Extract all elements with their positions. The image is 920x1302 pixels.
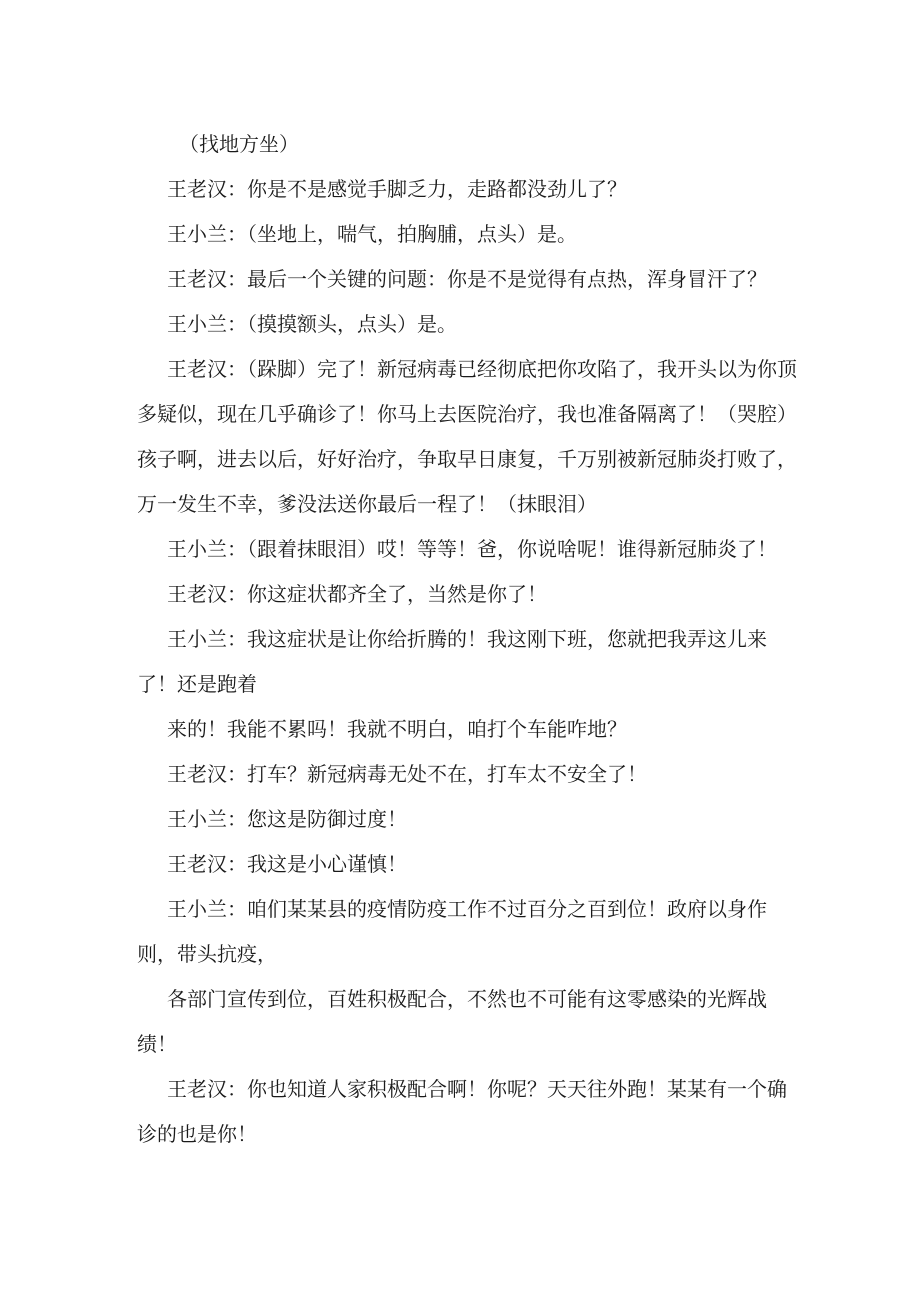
- dialogue-line: 王小兰：我这症状是让你给折腾的！我这刚下班，您就把我弄这儿来了！还是跑着: [137, 627, 767, 696]
- dialogue-line: 王老汉：你这症状都齐全了，当然是你了！: [167, 582, 547, 606]
- dialogue-line: 王小兰：您这是防御过度！: [167, 807, 407, 831]
- dialogue-line: 王小兰：（跟着抹眼泪）哎！等等！爸，你说啥呢！谁得新冠肺炎了！: [167, 537, 777, 561]
- dialogue-line: 各部门宣传到位，百姓积极配合，不然也不可能有这零感染的光辉战绩！: [137, 987, 767, 1056]
- stage-direction: （找地方坐）: [179, 132, 299, 156]
- dialogue-line: 王老汉：（跺脚）完了！新冠病毒已经彻底把你攻陷了，我开头以为你顶多疑似，现在几乎确诊了！你马上去医院治疗，我也准备隔离了！（哭腔）孩子啊，进去以后，好好治疗，争取早日康复，千万别被新冠肺炎打败了，万一发生不幸，爹没法送你最后一程了！（抹眼泪）: [137, 357, 797, 516]
- dialogue-line: 王老汉：我这是小心谨慎！: [167, 852, 407, 876]
- dialogue-line: 来的！我能不累吗！我就不明白，咱打个车能咋地？: [167, 717, 627, 741]
- dialogue-line: 王小兰：咱们某某县的疫情防疫工作不过百分之百到位！政府以身作则，带头抗疫，: [137, 897, 767, 966]
- script-text: [137, 122, 797, 1157]
- dialogue-line: 王老汉：你是不是感觉手脚乏力，走路都没劲儿了？: [167, 177, 627, 201]
- dialogue-line: 王老汉：打车？新冠病毒无处不在，打车太不安全了！: [167, 762, 647, 786]
- dialogue-line: 王小兰：（坐地上，喘气，拍胸脯，点头）是。: [167, 222, 577, 246]
- dialogue-line: 王老汉：最后一个关键的问题：你是不是觉得有点热，浑身冒汗了？: [167, 267, 767, 291]
- dialogue-line: 王小兰：（摸摸额头，点头）是。: [167, 312, 457, 336]
- dialogue-line: 王老汉：你也知道人家积极配合啊！你呢？天天往外跑！某某有一个确诊的也是你！: [137, 1077, 787, 1146]
